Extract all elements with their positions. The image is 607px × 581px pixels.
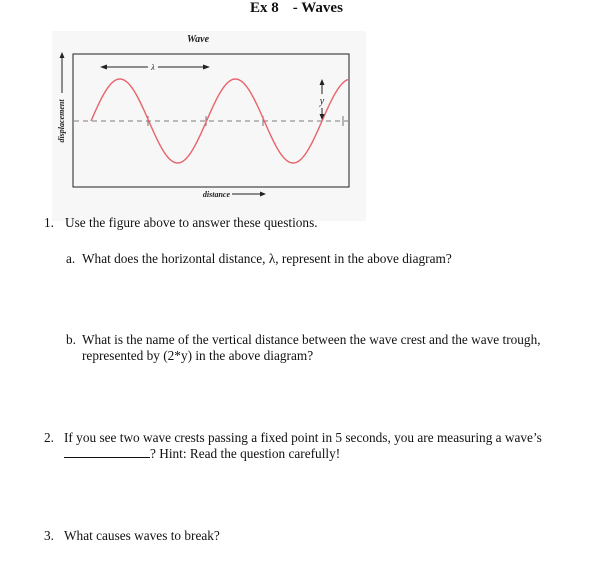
- wave-diagram: [52, 31, 366, 221]
- displacement-label: displacement: [56, 99, 66, 143]
- question-text-before: If you see two wave crests passing a fixed point in 5 seconds, you are measuring a wave’s: [64, 430, 542, 445]
- question-text: What is the name of the vertical distance between the wave crest and the wave trough, represented by (2*y) in the above diagram?: [82, 332, 541, 363]
- question-text: Use the figure above to answer these questions.: [65, 215, 318, 230]
- displacement-axis: [57, 52, 66, 143]
- wavelength-arrow: [100, 63, 210, 72]
- plot-frame: [73, 54, 349, 187]
- title-topic: - Waves: [292, 0, 343, 16]
- answer-blank[interactable]: [64, 446, 150, 458]
- question-number: 2.: [44, 430, 54, 445]
- figure-title: Wave: [186, 34, 210, 45]
- question-text: What causes waves to break?: [64, 528, 220, 543]
- question-letter: a.: [66, 251, 76, 266]
- page-title: [250, 0, 343, 17]
- question-text: [64, 430, 554, 462]
- y-label: y: [319, 96, 325, 107]
- question-text: What does the horizontal distance, λ, represent in the above diagram?: [82, 251, 452, 266]
- distance-axis: [203, 190, 266, 199]
- question-text-after: ? Hint: Read the question carefully!: [150, 446, 341, 461]
- lambda-label: λ: [151, 63, 155, 72]
- distance-label: distance: [202, 190, 230, 199]
- title-exercise: Ex 8: [250, 0, 279, 16]
- wave-figure: [52, 31, 366, 221]
- question-letter: b.: [66, 332, 76, 347]
- question-number: 1.: [44, 215, 54, 230]
- amplitude-arrow: [319, 79, 325, 120]
- question-number: 3.: [44, 528, 54, 543]
